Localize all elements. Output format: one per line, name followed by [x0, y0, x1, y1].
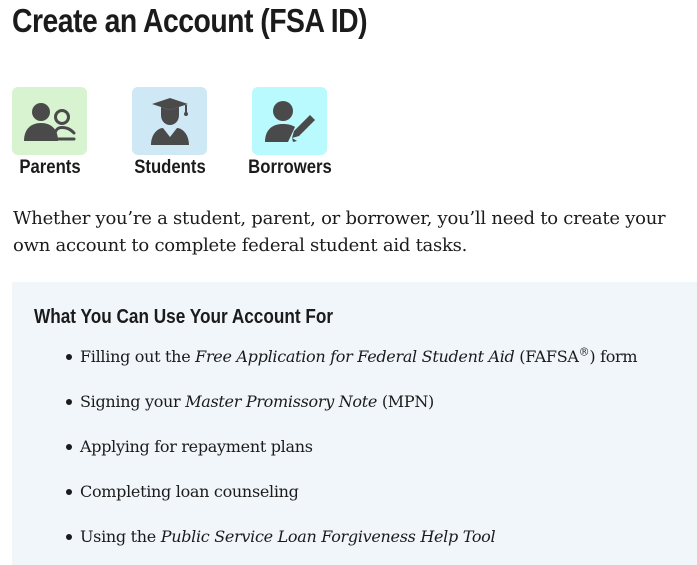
audience-tile-students[interactable]	[132, 87, 207, 155]
list-item-text-end: ) form	[589, 347, 638, 366]
page-title: Create an Account (FSA ID)	[12, 2, 368, 39]
list-item	[12, 524, 637, 565]
bullet	[66, 534, 72, 540]
list-item-text: Completing loan counseling	[80, 482, 299, 501]
graduate-icon	[147, 96, 193, 146]
list-item-text: Using the	[80, 527, 161, 546]
list-item-text: Applying for repayment plans	[80, 437, 313, 456]
list-item	[12, 389, 637, 434]
list-item-emphasis: Public Service Loan Forgiveness Help Tool	[160, 527, 496, 546]
registered-mark: ®	[578, 345, 590, 359]
list-item	[12, 434, 637, 479]
audience-tile-borrowers[interactable]	[252, 87, 327, 155]
intro-text: Whether you’re a student, parent, or borrower, you’ll need to create your own account to complete federal student aid tasks.	[13, 208, 666, 256]
list-item	[12, 479, 637, 524]
audience-parents[interactable]	[12, 87, 87, 178]
parents-icon	[21, 99, 79, 143]
audience-label-students: Students	[133, 157, 206, 178]
account-uses-panel	[12, 282, 697, 565]
list-item-emphasis: Free Application for Federal Student Aid	[195, 347, 515, 366]
audience-borrowers[interactable]	[247, 87, 332, 178]
audience-label-borrowers: Borrowers	[247, 157, 332, 178]
list-item-text-after: (FAFSA	[514, 347, 579, 366]
audience-tile-parents[interactable]	[12, 87, 87, 155]
bullet	[66, 489, 72, 495]
user-edit-icon	[262, 98, 318, 144]
bullet	[66, 444, 72, 450]
list-item-text: Signing your	[80, 392, 186, 411]
audience-students[interactable]	[132, 87, 207, 178]
bullet	[66, 399, 72, 405]
bullet	[66, 354, 72, 360]
list-item-text-after: (MPN)	[377, 392, 434, 411]
audience-label-parents: Parents	[18, 157, 81, 178]
account-uses-list	[12, 344, 637, 565]
list-item	[12, 344, 637, 389]
panel-title: What You Can Use Your Account For	[34, 306, 334, 328]
list-item-text: Filling out the	[80, 347, 196, 366]
list-item-emphasis: Master Promissory Note	[185, 392, 378, 411]
